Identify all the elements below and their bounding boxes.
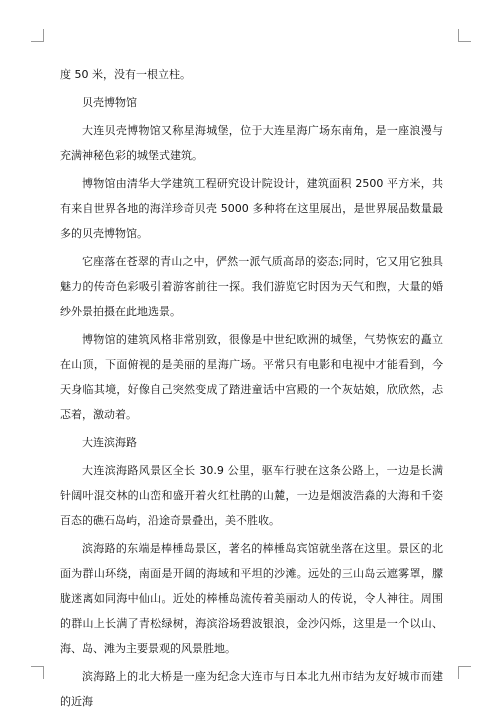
paragraph-continuation: 度 50 米，没有一根立柱。 (60, 68, 191, 81)
paragraph-binhai-road-east: 滨海路的东端是棒棰岛景区，著名的棒棰岛宾馆就坐落在这里。景区的北面为群山环绕，南面是开阔的海域和平坦的沙滩。远处的三山岛云遮雾罩，朦胧迷离如同海中仙山。近处的棒棰岛流传着美丽动人的传说，令人神往。周围的群山上长满了青松绿树，海滨浴场碧波银浪，金沙闪烁，这里是一个以山、海、岛、滩为主要景观的风景胜地。 (60, 542, 443, 655)
crop-mark-bottom-right (458, 666, 471, 679)
document-body (60, 62, 443, 717)
paragraph-shell-museum-style: 博物馆的建筑风格非常别致，很像是中世纪欧洲的城堡，气势恢宏的矗立在山顶，下面俯视的是美丽的星海广场。平常只有电影和电视中才能看到，今天身临其境，好像自己突然变成了踏进童话中宫殿的一个灰姑娘，欣欣然，忐忑着，激动着。 (60, 333, 443, 421)
heading-binhai-road: 大连滨海路 (82, 436, 137, 449)
paragraph-shell-museum-design: 博物馆由清华大学建筑工程研究设计院设计，建筑面积 2500 平方米，共有来自世界各地的海洋珍奇贝壳 5000 多种将在这里展出，是世界展品数量最多的贝壳博物馆。 (60, 177, 443, 240)
paragraph-shell-museum-charm: 它座落在苍翠的青山之中，俨然一派气质高昂的姿态;同时，它又用它独具魅力的传奇色彩吸引着游客前往一探。我们游览它时因为天气和煦，大量的婚纱外景拍摄在此地选景。 (60, 255, 443, 318)
crop-mark-bottom-left (31, 666, 44, 679)
paragraph-binhai-road-intro: 大连滨海路风景区全长 30.9 公里，驱车行驶在这条公路上，一边是长满针阔叶混交林的山峦和盛开着火红杜鹃的山麓，一边是烟波浩淼的大海和千姿百态的礁石岛屿，沿途奇景叠出，美不胜收。 (60, 464, 443, 527)
crop-mark-top-left (31, 29, 44, 42)
heading-shell-museum: 贝壳博物馆 (82, 96, 137, 109)
crop-mark-top-right (458, 29, 471, 42)
paragraph-binhai-road-bridge: 滨海路上的北大桥是一座为纪念大连市与日本北九州市结为友好城市而建的近海 (60, 670, 443, 708)
paragraph-shell-museum-intro: 大连贝壳博物馆又称星海城堡，位于大连星海广场东南角，是一座浪漫与充满神秘色彩的城堡式建筑。 (60, 124, 443, 162)
